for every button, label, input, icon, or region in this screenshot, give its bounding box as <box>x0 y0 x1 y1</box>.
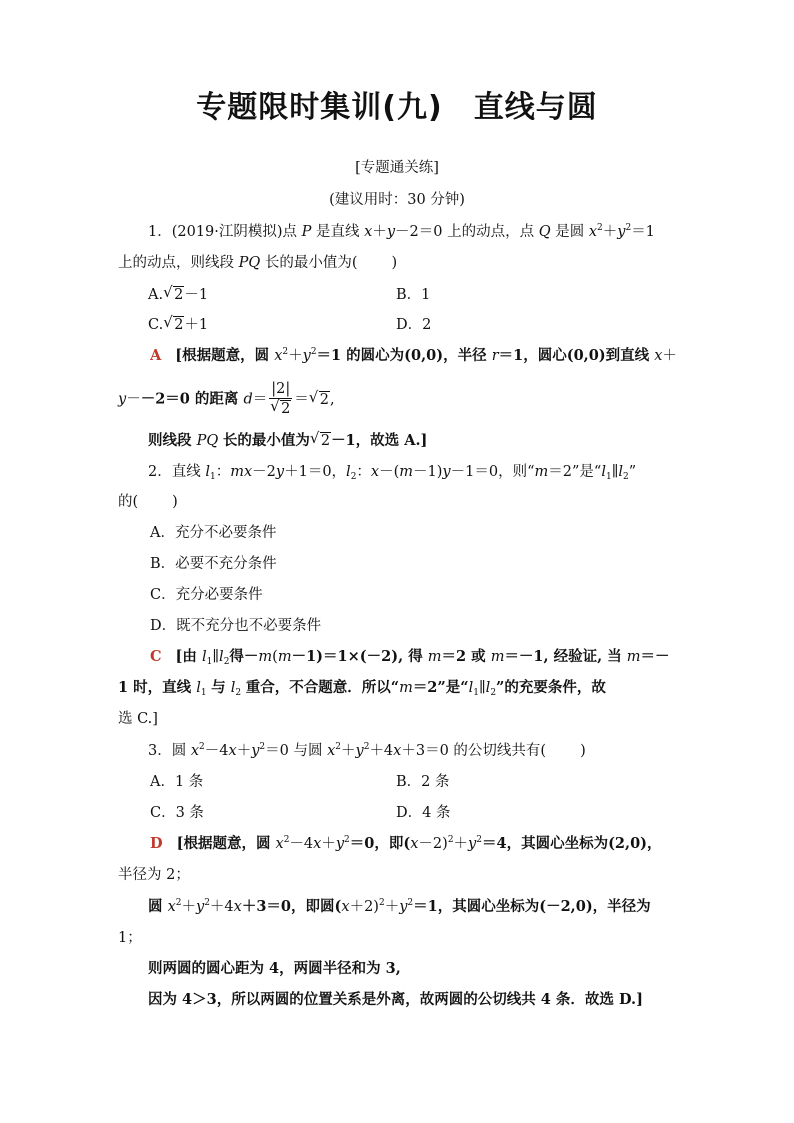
q2-line1: 2．直线 $l_1$：mx－2y＋1＝0，$l_2$：x－(m－1)y－1＝0，则“m＝2”是“$l_1\parallel l_2$” <box>148 464 637 482</box>
q3-solution-line2: 半径为 2； <box>118 867 190 883</box>
q3-solution-line6: 因为 4＞3，所以两圆的位置关系是外离，故两圆的公切线共 4 条．故选 D.] <box>148 991 643 1008</box>
q1-line1: 1．(2019·江阴模拟)点 P 是直线 x＋y－2＝0 上的动点，点 Q 是圆 $x^2+y^2=1$ <box>148 223 655 240</box>
q3-solution-line1: D [根据题意，圆 $x^2-4x+y^2=0$，即$(x-2)^2+y^2=4$，其圆心坐标为(2,0)， <box>150 835 662 852</box>
q2-option-d: D．既不充分也不必要条件 <box>150 618 322 634</box>
section-label: [专题通关练] <box>355 160 439 176</box>
q2-solution-line3: 选 C.] <box>118 711 158 727</box>
q1-solution-line1: A [根据题意，圆 $x^2+y^2=1$ 的圆心为(0,0)，半径 r＝1，圆心(0,0)到直线 x＋ <box>150 347 677 364</box>
q1-answer: A <box>150 347 162 364</box>
q1-option-d: D．2 <box>396 317 432 333</box>
q2-answer: C <box>150 648 162 665</box>
q2-option-c: C．充分必要条件 <box>150 587 263 603</box>
q1-option-a: A. √ 2－1 <box>148 283 209 303</box>
q3-answer: D <box>150 835 163 852</box>
q2-solution-line2: 1 时，直线 $l_1$ 与 $l_2$ 重合，不合题意．所以“m＝2”是“$l_1\parallel l_2$”的充要条件，故 <box>118 679 606 698</box>
q2-line2: 的( ) <box>118 494 178 510</box>
q3-line1: 3．圆 $x^2-4x+y^2=0$ 与圆 $x^2+y^2+4x+3=0$ 的公切线共有( ) <box>148 742 586 759</box>
q1-solution-line2: y－－2＝0 的距离 d＝ |2| √ 2 ＝ √ 2, <box>118 381 335 417</box>
q3-option-b: B．2 条 <box>396 774 450 790</box>
time-note: (建议用时：30 分钟) <box>329 192 465 208</box>
q3-option-d: D．4 条 <box>396 805 451 821</box>
q3-solution-line5: 则两圆的圆心距为 4，两圆半径和为 3, <box>148 960 401 977</box>
q2-option-b: B．必要不充分条件 <box>150 556 277 572</box>
q1-solution-line3: 则线段 PQ 长的最小值为 √ 2－1，故选 A.] <box>148 429 428 449</box>
page-title: 专题限时集训(九) 直线与圆 <box>196 90 598 125</box>
q1-line2: 上的动点，则线段 PQ 长的最小值为( ) <box>118 255 398 271</box>
q3-solution-line3: 圆 $x^2+y^2+4x+3=0$，即圆$(x+2)^2+y^2=1$，其圆心坐标为(－2,0)，半径为 <box>148 898 651 915</box>
q1-option-b: B．1 <box>396 287 431 303</box>
q3-option-c: C．3 条 <box>150 805 204 821</box>
q1-option-c: C. √ 2＋1 <box>148 313 209 333</box>
q3-solution-line4: 1； <box>118 930 142 946</box>
q2-solution-line1: C [由 $l_1\parallel l_2$得－m(m－1)＝1×(－2), 得 m＝2 或 m＝－1, 经验证, 当 m＝－ <box>150 648 670 667</box>
q2-option-a: A．充分不必要条件 <box>150 525 277 541</box>
q3-option-a: A．1 条 <box>150 774 204 790</box>
